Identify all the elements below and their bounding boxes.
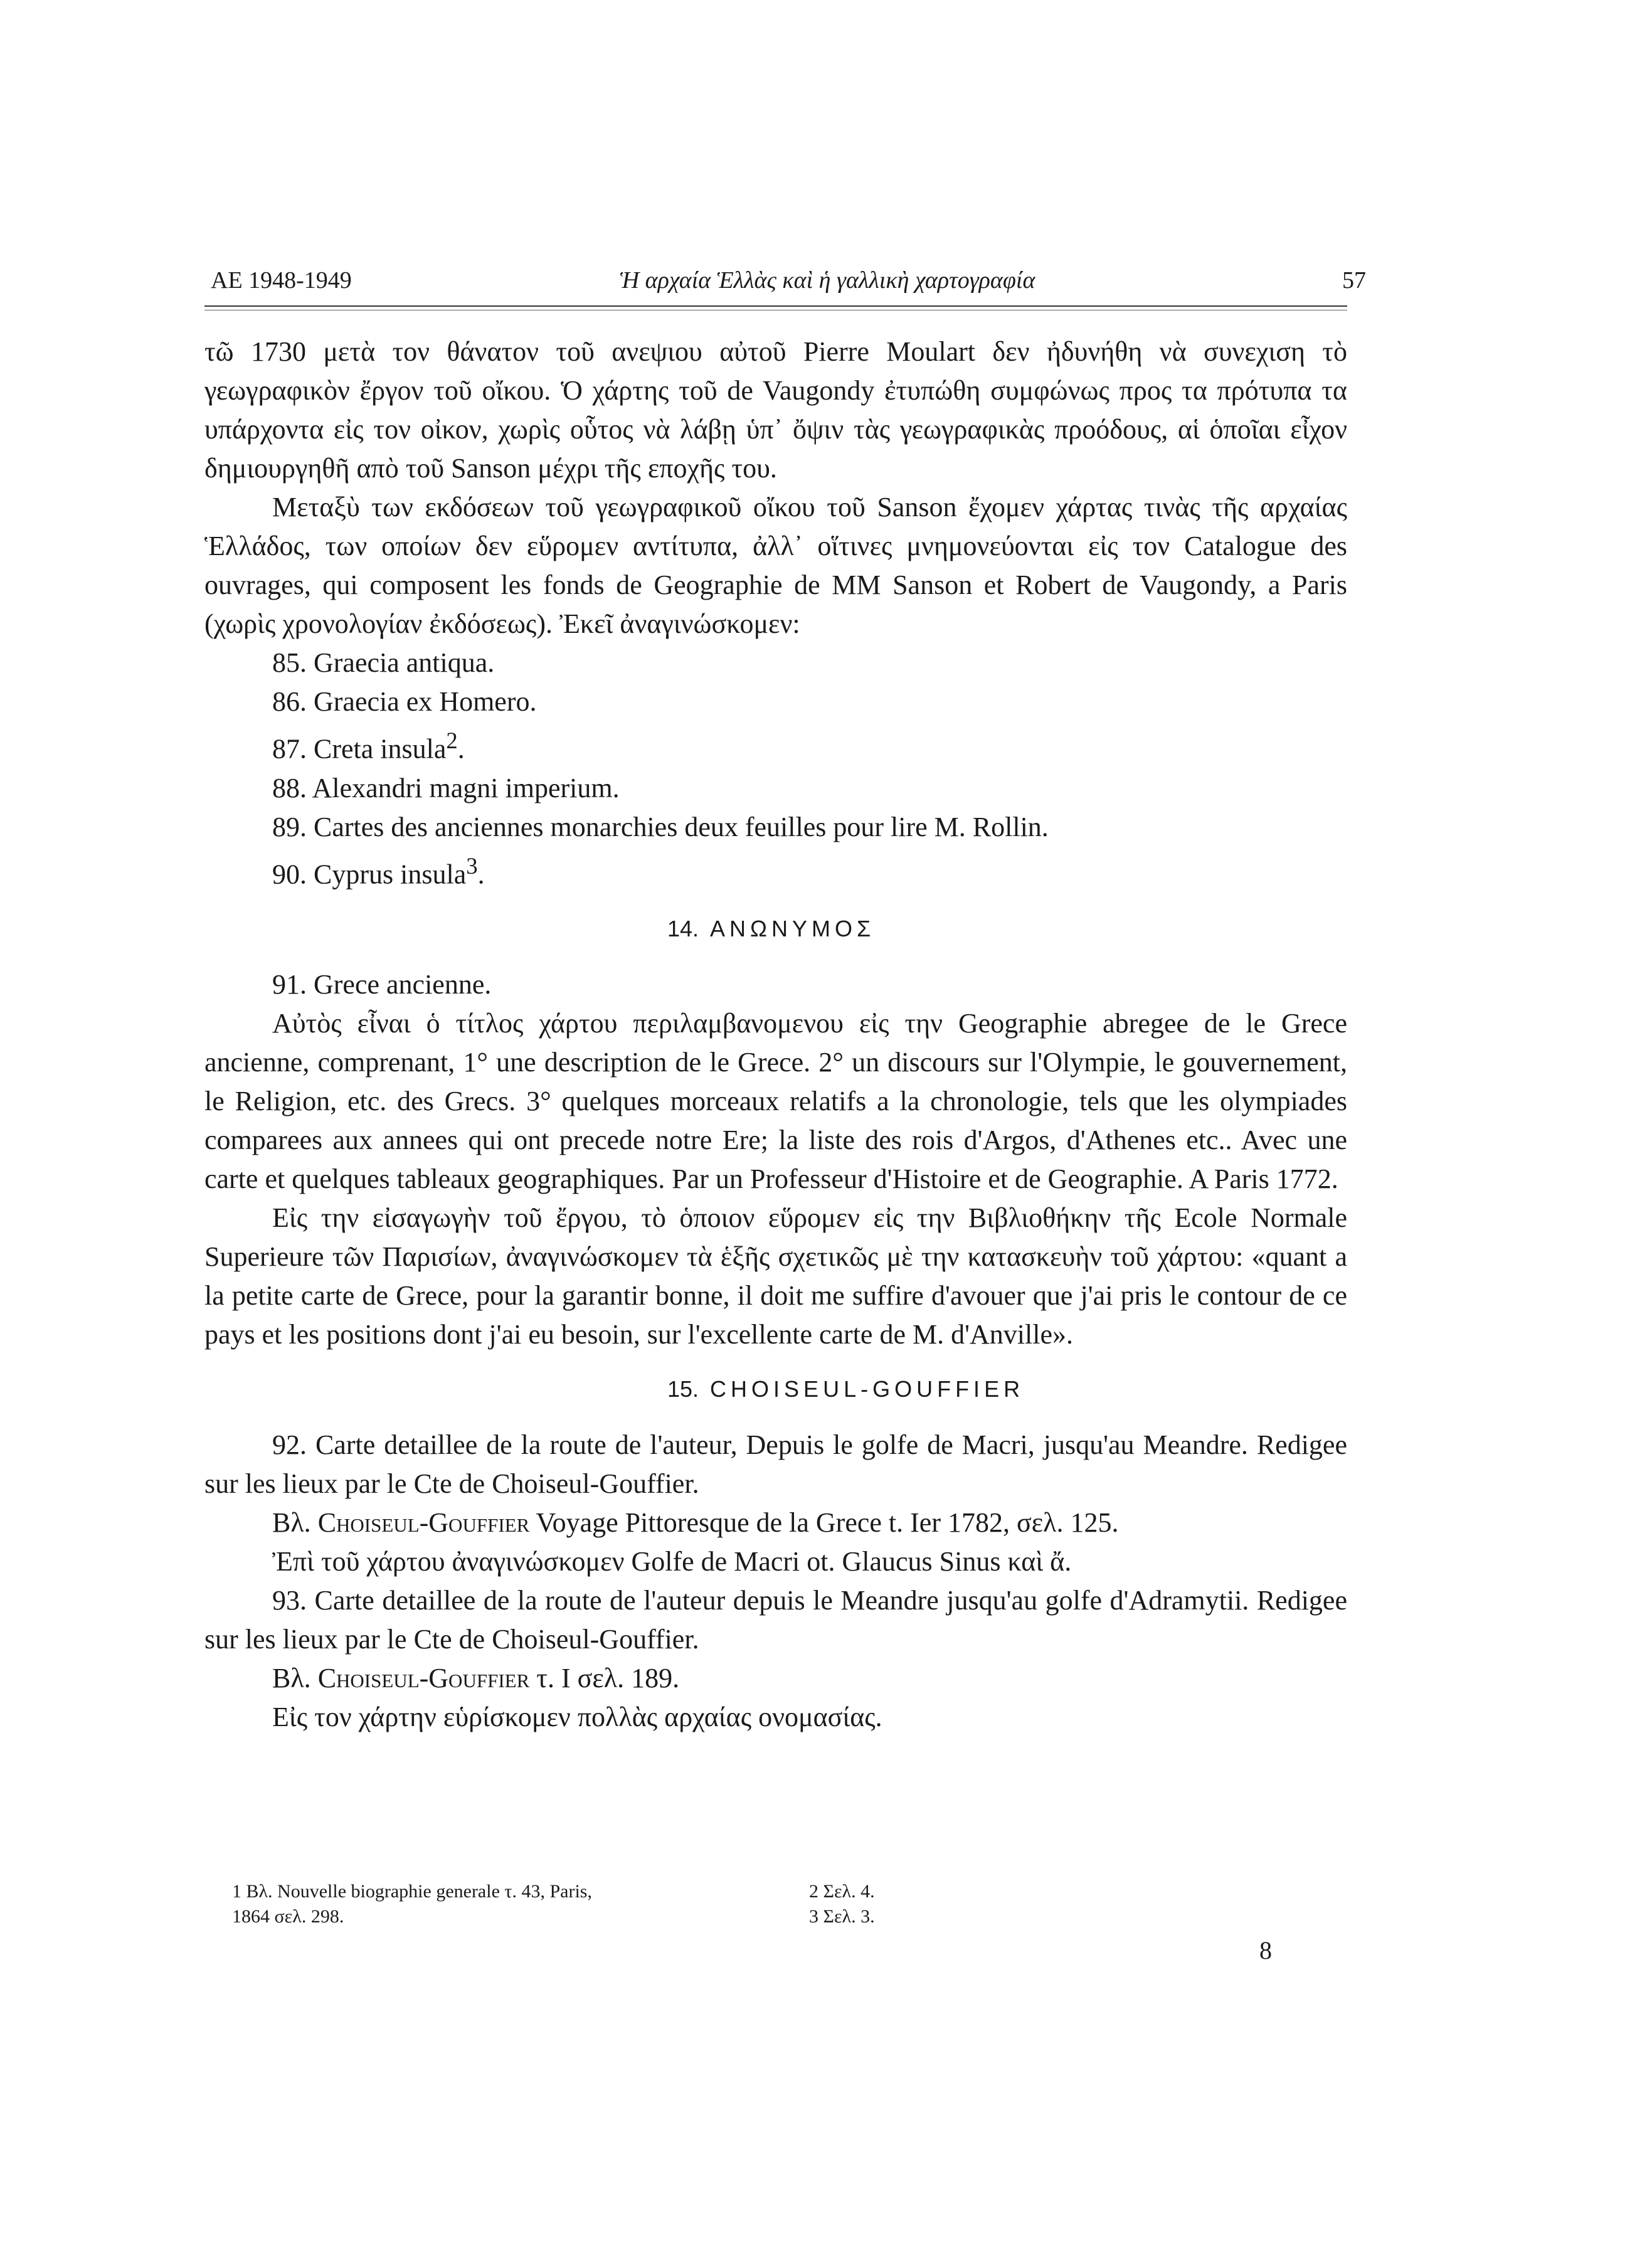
- footnote-ref: 2: [446, 728, 458, 753]
- item-text: Graecia ex Homero.: [314, 686, 537, 717]
- section-number: 14.: [667, 916, 699, 942]
- list-item: [204, 644, 1347, 682]
- ref-prefix: Βλ.: [272, 1663, 311, 1694]
- footnote-line: 1864 σελ. 298.: [232, 1906, 344, 1927]
- item-end: .: [457, 733, 465, 765]
- item-text: Alexandri magni imperium.: [312, 772, 620, 803]
- paragraph: 92. Carte detaillee de la route de l'auteur, Depuis le golfe de Macri, jusqu'au Meandre. Redigee sur les lieux par le Cte de Choiseul-Gouffier.: [204, 1429, 1347, 1500]
- catalogue-list: [204, 644, 1347, 894]
- page-body: [204, 332, 1347, 1737]
- footnote-3: 3 Σελ. 3.: [809, 1906, 875, 1927]
- item-text: Creta insula: [314, 733, 447, 765]
- item-number: 88.: [272, 772, 307, 803]
- ref-text: τ. I σελ. 189.: [536, 1663, 680, 1694]
- list-item: [204, 682, 1347, 721]
- footnote-2: 2 Σελ. 4.: [809, 1881, 875, 1902]
- ref-prefix: Βλ.: [272, 1507, 311, 1539]
- paragraph: Εἰς τον χάρτην εὑρίσκομεν πολλὰς αρχαίας ονομασίας.: [272, 1702, 882, 1733]
- author-name: Choiseul-Gouffier: [317, 1663, 530, 1694]
- item-number: 86.: [272, 686, 307, 717]
- journal-ref: ΑΕ 1948-1949: [211, 267, 352, 294]
- item-number: 90.: [272, 859, 307, 890]
- paragraph: Εἰς την εἰσαγωγὴν τοῦ ἔργου, τὸ ὁποιον εὕρομεν εἰς την Βιβλιοθήκην τῆς Ecole Normale Superieure τῶν Παρισίων, ἀναγινώσκομεν τὰ ἑξῆς σχετικῶς μὲ την κατασκευὴν τοῦ χάρτου: «quant a la petite carte de Grece, pour la garantir bonne, il doit me suffire d'avouer que j'ai pris le contour de ce pays et les positions dont j'ai eu besoin, sur l'excellente carte de M. d'Anville».: [204, 1202, 1347, 1350]
- list-item: 91. Grece ancienne.: [272, 969, 492, 1000]
- ref-text: Voyage Pittoresque de la Grece t. Ier 1782, σελ. 125.: [536, 1507, 1119, 1539]
- item-end: .: [477, 859, 485, 890]
- item-text: Cyprus insula: [314, 859, 467, 890]
- list-item: [204, 847, 1347, 894]
- footnotes-2-3: [809, 1879, 997, 1929]
- paragraph: [204, 1503, 1347, 1542]
- running-header: [204, 267, 1366, 304]
- item-number: 87.: [272, 733, 307, 765]
- section-title: ΑΝΩΝΥΜΟΣ: [710, 916, 876, 942]
- section-heading-15: [204, 1372, 1347, 1407]
- footnote-ref: 3: [466, 852, 478, 879]
- paragraph: 93. Carte detaillee de la route de l'auteur depuis le Meandre jusqu'au golfe d'Adramytii. Redigee sur les lieux par le Cte de Choiseul-Gouffier.: [204, 1585, 1347, 1655]
- item-text: Cartes des anciennes monarchies deux feuilles pour lire M. Rollin.: [314, 811, 1049, 842]
- footnote-line: 1 Βλ. Nouvelle biographie generale τ. 43, Paris,: [232, 1881, 592, 1902]
- list-item: [204, 769, 1347, 808]
- list-item: [204, 808, 1347, 847]
- paragraph: Αὐτὸς εἶναι ὁ τίτλος χάρτου περιλαμβανομενου εἰς την Geographie abregee de le Grece ancienne, comprenant, 1° une description de le Grece. 2° un discours sur l'Olympie, le gouvernement, le Religion, etc. des Grecs. 3° quelques morceaux relatifs a la chronologie, tels que les olympiades comparees aux annees qui ont precede notre Ere; la liste des rois d'Argos, d'Athenes etc.. Avec une carte et quelques tableaux geographiques. Par un Professeur d'Histoire et de Geographie. A Paris 1772.: [204, 1008, 1347, 1195]
- paragraph: Ἐπὶ τοῦ χάρτου ἀναγινώσκομεν Golfe de Macri ot. Glaucus Sinus καὶ ἄ.: [272, 1546, 1072, 1577]
- section-title: CHOISEUL-GOUFFIER: [710, 1376, 1025, 1402]
- author-name: Choiseul-Gouffier: [317, 1507, 530, 1539]
- list-item: [204, 721, 1347, 769]
- paragraph: [204, 1659, 1347, 1698]
- paragraph: Μεταξὺ των εκδόσεων τοῦ γεωγραφικοῦ οἴκου τοῦ Sanson ἔχομεν χάρτας τινὰς τῆς αρχαίας Ἑλλάδος, των οποίων δεν εὕρομεν αντίτυπα, ἀλλ᾽ οἵτινες μνημονεύονται εἰς τον Catalogue des ouvrages, qui composent les fonds de Geographie de MM Sanson et Robert de Vaugondy, a Paris (χωρὶς χρονολογίαν ἐκδόσεως). Ἐκεῖ ἀναγινώσκομεν:: [204, 492, 1347, 639]
- printer-signature: 8: [1259, 1936, 1272, 1964]
- item-text: Graecia antiqua.: [314, 647, 495, 678]
- section-number: 15.: [667, 1376, 699, 1402]
- item-number: 85.: [272, 647, 307, 678]
- running-title: Ἡ αρχαία Ἑλλὰς καὶ ἡ γαλλικὴ χαρτογραφία: [620, 267, 1035, 294]
- header-rule: [204, 305, 1347, 307]
- item-number: 89.: [272, 811, 307, 842]
- page-number: 57: [1342, 267, 1366, 294]
- section-heading-14: [204, 911, 1347, 946]
- paragraph: τῶ 1730 μετὰ τον θάνατον τοῦ ανεψιου αὐτοῦ Pierre Moulart δεν ἠδυνήθη νὰ συνεχιση τὸ γεωγραφικὸν ἔργον τοῦ οἴκου. Ὁ χάρτης τοῦ de Vaugondy ἐτυπώθη συμφώνως προς τα πρότυπα τα υπάρχοντα εἰς τον οἰκον, χωρὶς οὗτος νὰ λάβῃ ὑπ᾽ ὄψιν τὰς γεωγραφικὰς προόδους, αἱ ὁποῖαι εἶχον δημιουργηθῆ απὸ τοῦ Sanson μέχρι τῆς εποχῆς του.: [204, 336, 1347, 484]
